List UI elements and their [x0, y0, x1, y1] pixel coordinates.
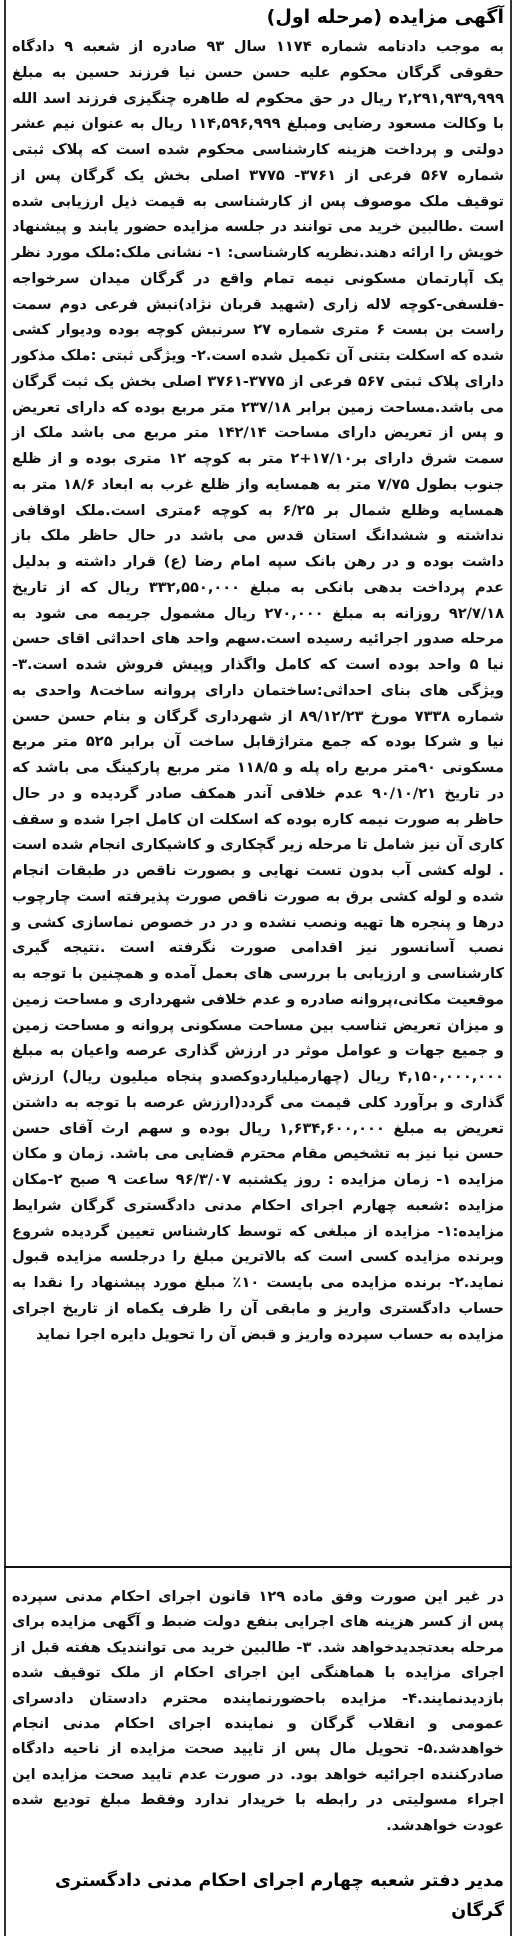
notice-body-part-1: به موجب دادنامه شماره ۱۱۷۴ سال ۹۳ صادره از شعبه ۹ دادگاه حقوقی گرگان محکوم علیه حسن حسن نیا فرزند حسین به مبلغ ۲,۲۹۱,۹۳۹,۹۹۹ ریال در حق محکوم له طاهره چنگیزی فرزند اسد الله با وکالت مسعود رضایی ومبلغ ۱۱۴,۵۹۶,۹۹۹ ریال به عنوان نیم عشر دولتی و پرداخت هزینه کارشناسی محکوم شده است که پلاک ثبتی شماره ۵۶۷ فرعی از ۳۷۶۱- ۳۷۷۵ اصلی بخش یک گرگان پس از توقیف ملک موصوف پس از کارشناسی به قیمت ذیل ارزیابی شده است .طالبین خرید می توانند در جلسه مزایده حضور یابند و پیشنهاد خویش را ارائه دهند.نظریه کارشناسی: ۱- نشانی ملک:ملک مورد نظر یک آپارتمان مسکونی نیمه تمام واقع در گرگان میدان سرخواجه -فلسفی-کوچه لاله زاری (شهید قربان نژاد)نبش فرعی دوم سمت راست بن بست ۶ متری شماره ۲۷ سرنبش کوچه بوده ودیوار کشی شده که اسکلت بتنی آن تکمیل شده است.۲- ویژگی ثبتی :ملک مذکور دارای پلاک ثبتی ۵۶۷ فرعی از ۳۷۷۵-۳۷۶۱ اصلی بخش یک ثبت گرگان می باشد.مساحت زمین برابر ۲۳۷/۱۸ متر مربع بوده که دارای تعریض و پس از تعریض دارای مساحت ۱۴۲/۱۴ متر مربع می باشد ملک از سمت شرق دارای بر۱۷/۱۰+۲ متر به کوچه ۱۲ متری بوده و از ظلع جنوب بطول ۷/۷۵ متر به همسایه واز ظلع غرب به ابعاد ۱۸/۶ متر به همسایه وظلع شمال بر ۶/۲۵ به کوچه ۶متری است.ملک اوقافی نداشته و ششدانگ استان قدس می باشد در حال حاظر ملک باز داشت بوده و در رهن بانک سپه امام رضا (ع) قرار داشته و بدلیل عدم پرداخت بدهی بانکی به مبلغ ۳۳۲,۵۵۰,۰۰۰ ریال که از تاریخ ۹۲/۷/۱۸ روزانه به مبلغ ۲۷۰,۰۰۰ ریال مشمول جریمه می شود به مرحله صدور اجرائیه رسیده است.سهم واحد های احداثی اقای حسن نیا ۵ واحد بوده است که کامل واگذار وپیش فروش شده است.۳- ویژگی های بنای احداثی:ساختمان دارای پروانه ساخت۸ واحدی به شماره ۷۳۳۸ مورخ ۸۹/۱۲/۲۳ از شهرداری گرگان و بنام حسن حسن نیا و شرکا بوده که جمع متراژقابل ساخت آن برابر ۵۲۵ متر مربع مسکونی ۹۰متر مربع راه پله و ۱۱۸/۵ متر مربع پارکینگ می باشد که در تاریخ ۹۰/۱۰/۲۱ عدم خلافی آندر همکف صادر گردیده و در حال حاظر به صورت نیمه کاره بوده که اسکلت ان کامل اجرا شده و سقف کاری آن نیز شامل تا مرحله زیر گچکاری و کاشیکاری انجام شده است . لوله کشی آب بدون تست نهایی و بصورت ناقص در طبقات انجام شده و لوله کشی برق به صورت ناقص صورت پذیرفته است چارچوب درها و پنجره ها تهیه ونصب نشده و در در خصوص نماسازی کشی و نصب آسانسور نیز اقدامی صورت نگرفته است .نتیجه گیری کارشناسی و ارزیابی با بررسی های بعمل آمده و همچنین با توجه به موقعیت مکانی،پروانه صادره و عدم خلافی شهرداری و مساحت زمین و میزان تعریض تناسب بین مساحت مسکونی پروانه و مساحت زمین و جمیع جهات و عوامل موثر در ارزش گذاری عرصه واعیان به مبلغ ۴,۱۵۰,۰۰۰,۰۰۰ ریال (چهارمیلیاردوکصدو پنجاه میلیون ریال) ارزش گذاری و برآورد کلی قیمت می گردد(ارزش عرصه با توجه به داشتن تعریض به مبلغ ۱,۶۳۴,۶۰۰,۰۰۰ ریال بوده و سهم ارث آقای حسن حسن نیا نیز به تشخیص مقام محترم قضایی می باشد. زمان و مکان مزایده ۱- زمان مزایده : روز یکشنبه ۹۶/۳/۰۷ ساعت ۹ صبح ۲-مکان مزایده :شعبه چهارم اجرای احکام مدنی دادگستری گرگان شرایط مزایده:۱- مزایده از مبلغی که توسط کارشناس تعیین گردیده شروع وبرنده مزایده کسی است که بالاترین مبلغ را درجلسه مزایده قبول نماید.۲- برنده مزایده می بایست ۱۰٪ مبلغ مورد پیشنهاد را نقدا به حساب دادگستری واریز و مابقی آن را ظرف یکماه از تاریخ اجرای مزایده به حساب سپرده واریز و قبض آن را تحویل دایره اجرا نماید	[12, 38, 505, 1343]
notice-body-part-2: در غیر این صورت وفق ماده ۱۲۹ قانون اجرای احکام مدنی سپرده پس از کسر هزینه های اجرایی بنفع دولت ضبط و آگهی مزایده برای مرحله بعدتجدیدخواهد شد. ۳- طالبین خرید می توانندیک هفته قبل از اجرای مزایده با هماهنگی این اجرای احکام از ملک توقیف شده بازدیدنمایند.۴- مزایده باحضورنماینده محترم دادستان دادسرای عمومی و انقلاب گرگان و نماینده اجرای احکام مدنی انجام خواهدشد.۵- تحویل مال پس از تایید صحت مزایده از ناحیه دادگاه صادرکننده اجرائیه خواهد بود. در صورت عدم تایید صحت مزایده این اجراء مسولیتی در رابطه با خریدار ندارد وفقط مبلغ تودیع شده عودت خواهدشد.	[12, 1588, 505, 1834]
column-separator	[4, 1566, 512, 1568]
right-border	[510, 0, 512, 1936]
notice-signature: مدیر دفتر شعبه چهارم اجرای احکام مدنی دادگستری گرگان	[55, 1871, 504, 1921]
notice-title: آگهی مزایده (مرحله اول)	[266, 6, 504, 28]
left-border	[4, 0, 6, 1936]
